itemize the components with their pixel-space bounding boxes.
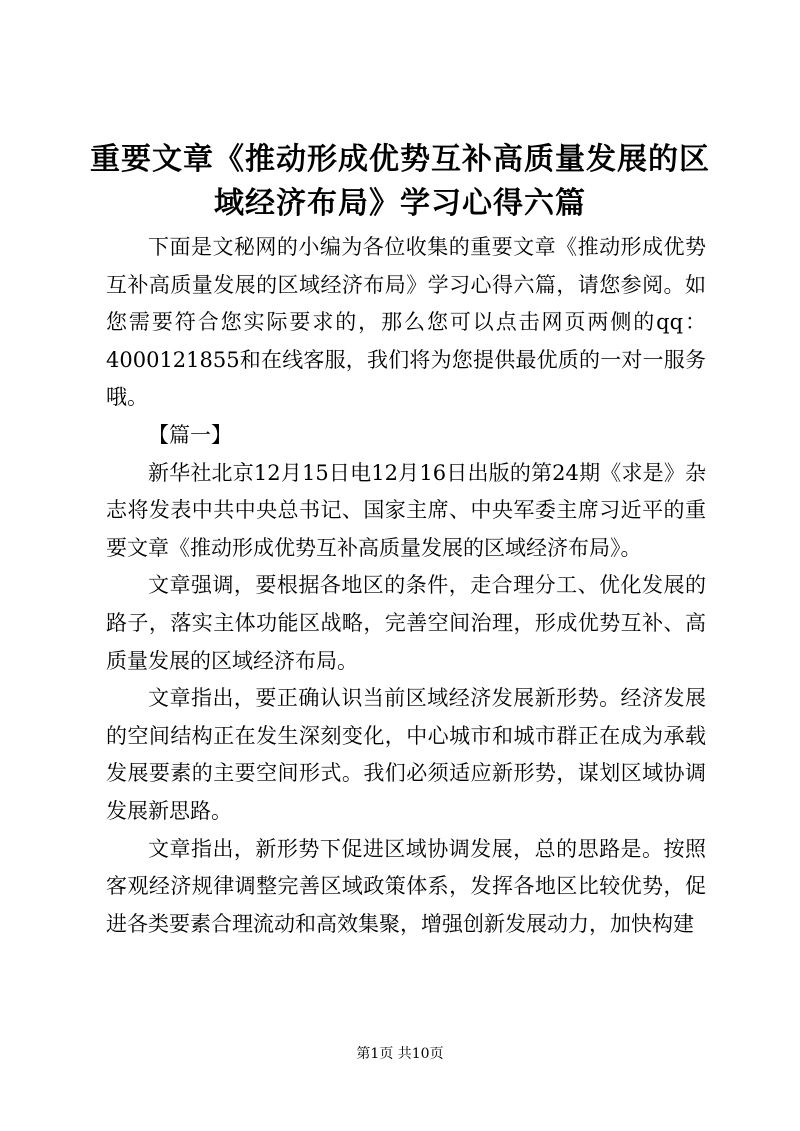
document-title: 重要文章《推动形成优势互补高质量发展的区域经济布局》学习心得六篇 xyxy=(90,142,710,221)
page-indicator: 第1页 共10页 xyxy=(356,1046,444,1062)
body-paragraph-3: 文章指出，要正确认识当前区域经济发展新形势。经济发展的空间结构正在发生深刻变化，中心城市和城市群正在成为承载发展要素的主要空间形式。我们必须适应新形势，谋划区域协调发展新思路。 xyxy=(106,686,706,823)
body-paragraph-1: 新华社北京12月15日电12月16日出版的第24期《求是》杂志将发表中共中央总书记、国家主席、中央军委主席习近平的重要文章《推动形成优势互补高质量发展的区域经济布局》。 xyxy=(106,460,706,560)
body-paragraph-2: 文章强调，要根据各地区的条件，走合理分工、优化发展的路子，落实主体功能区战略，完善空间治理，形成优势互补、高质量发展的区域经济布局。 xyxy=(106,573,706,673)
section-label: 【篇一】 xyxy=(148,422,232,447)
intro-paragraph: 下面是文秘网的小编为各位收集的重要文章《推动形成优势互补高质量发展的区域经济布局》学习心得六篇，请您参阅。如您需要符合您实际要求的，那么您可以点击网页两侧的qq：4000121855和在线客服，我们将为您提供最优质的一对一服务哦。 xyxy=(106,235,706,410)
document-body xyxy=(106,229,706,943)
body-paragraph-4: 文章指出，新形势下促进区域协调发展，总的思路是。按照客观经济规律调整完善区域政策体系，发挥各地区比较优势，促进各类要素合理流动和高效集聚，增强创新发展动力，加快构建 xyxy=(106,836,706,936)
